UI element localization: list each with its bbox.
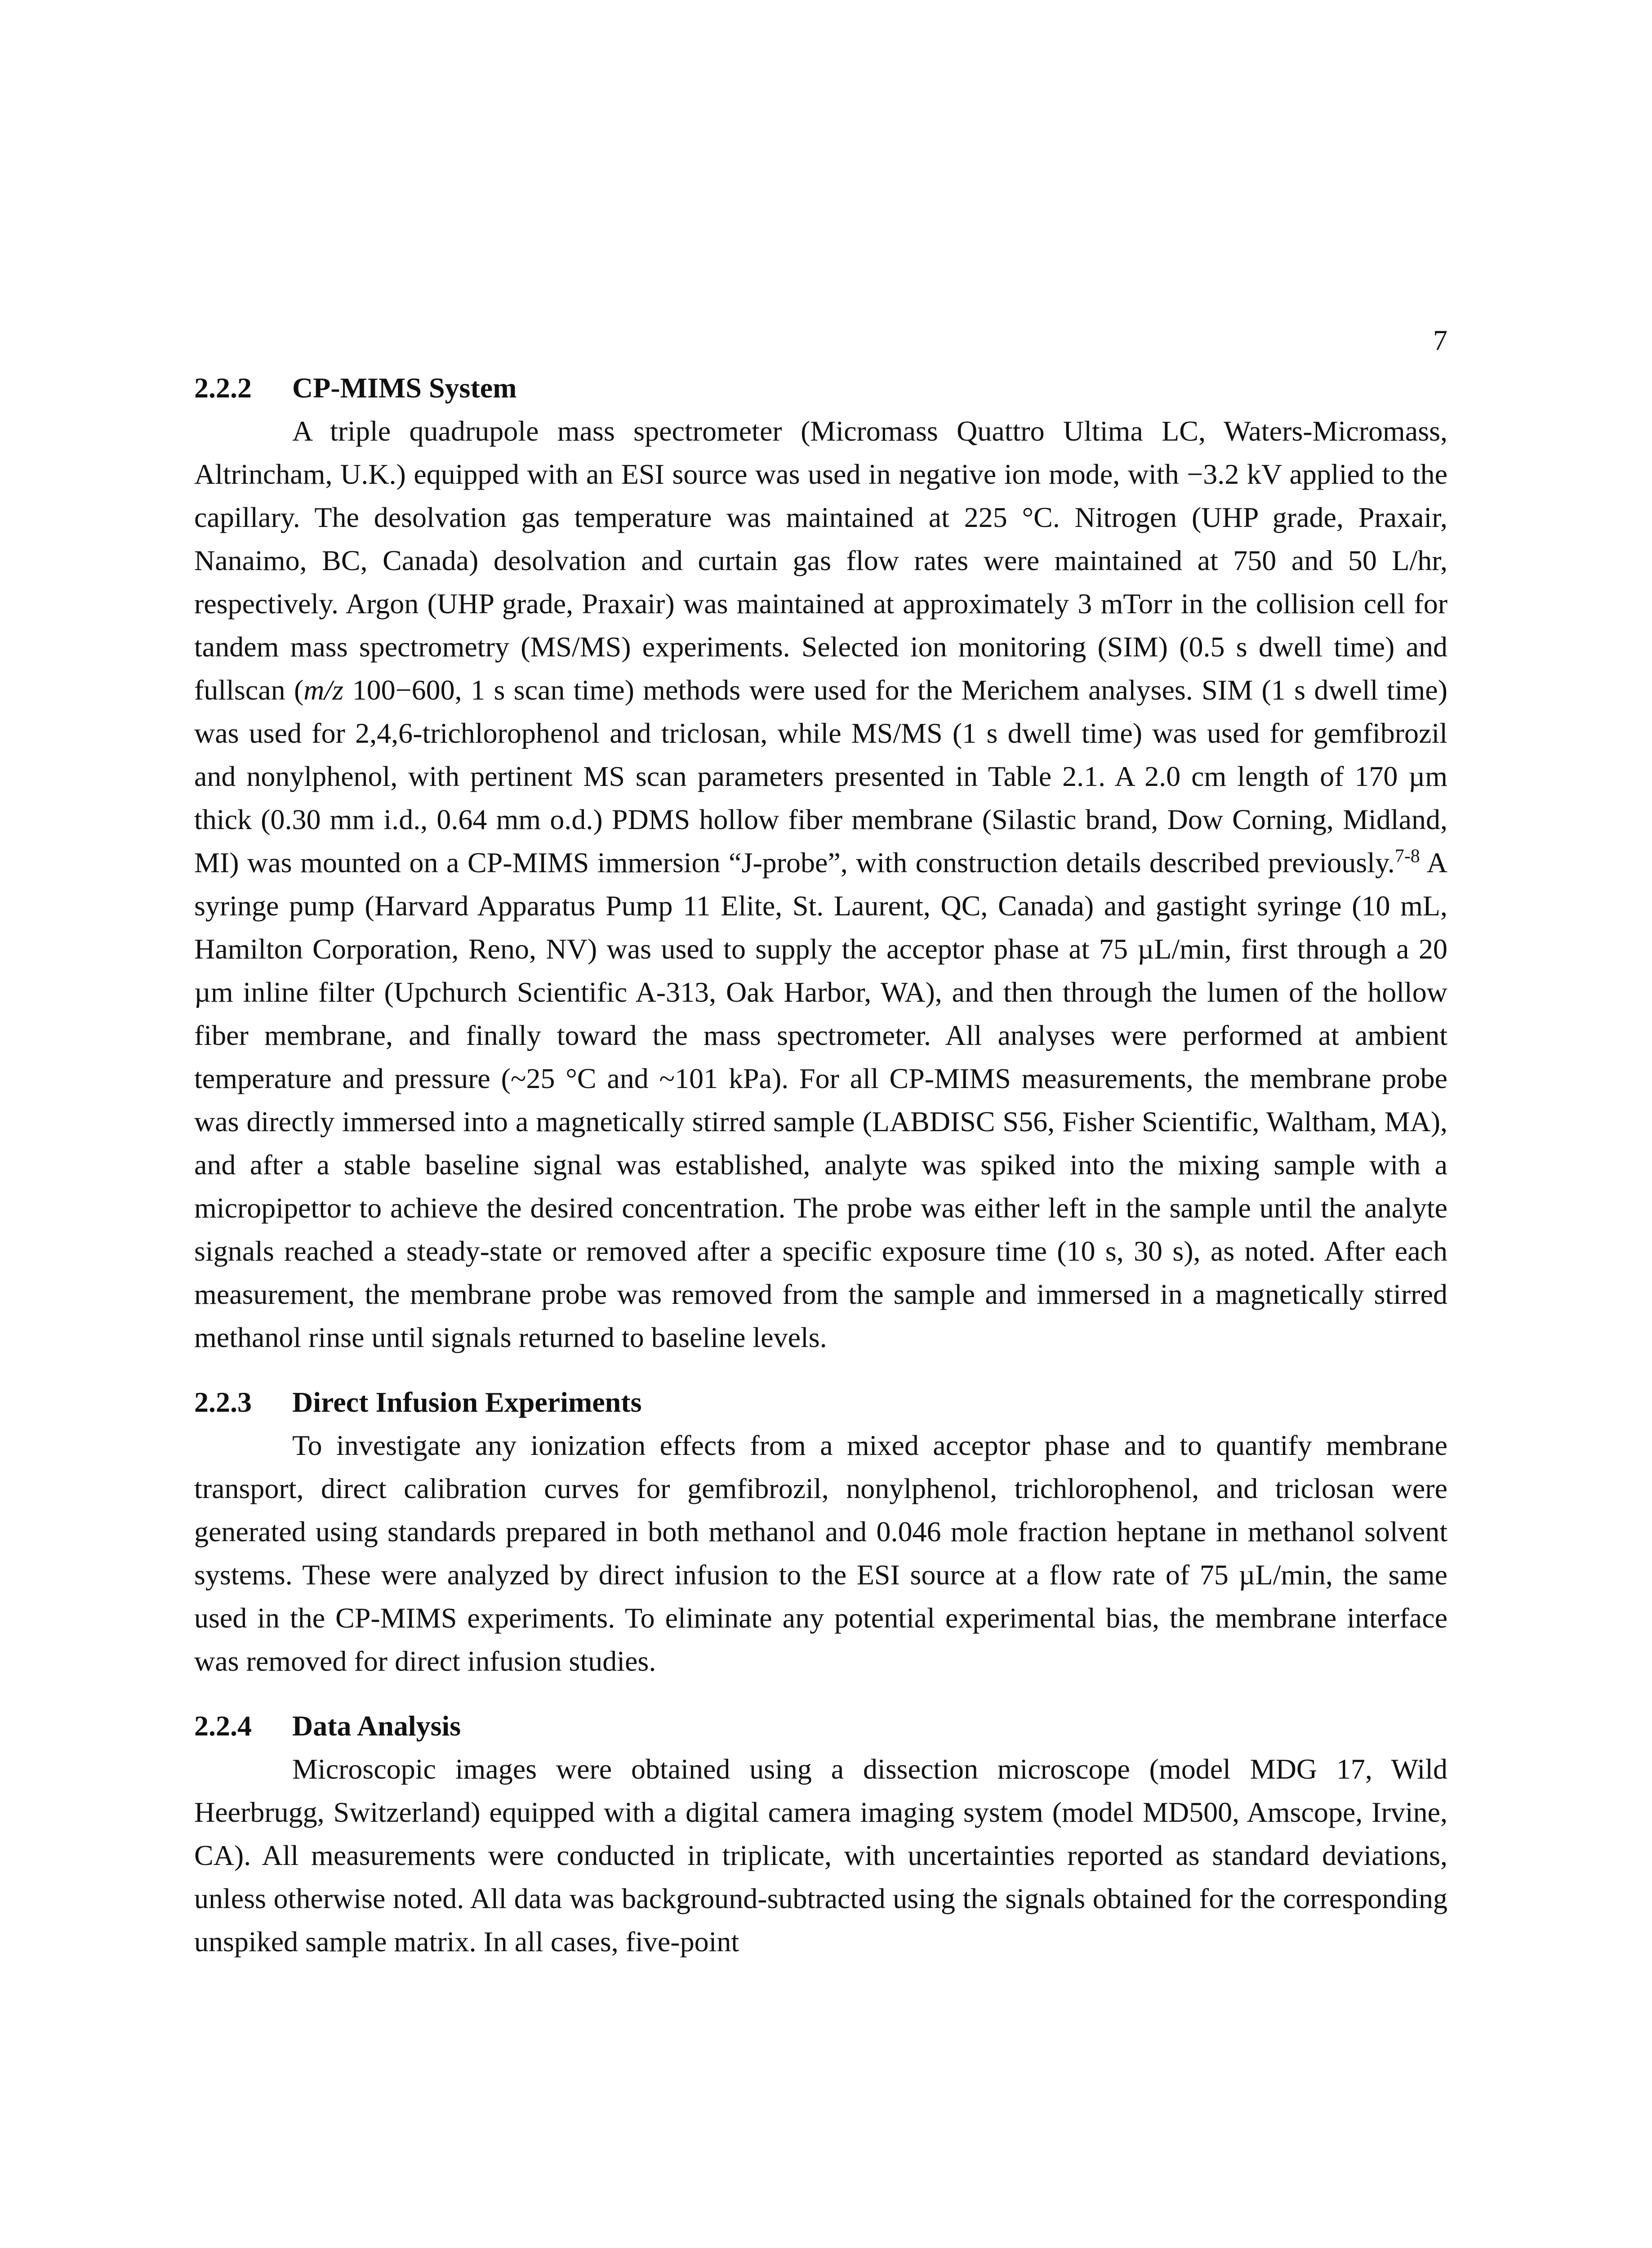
paragraph-text: A triple quadrupole mass spectrometer (Micromass Quattro Ultima LC, Waters-Micromass, Altrincham, U.K.) equipped with an ESI source was used in negative ion mode, with −3.2 kV applied to the capillary. The desolvation gas temperature was maintained at 225 °C. Nitrogen (UHP grade, Praxair, Nanaimo, BC, Canada) desolvation and curtain gas flow rates were maintained at 750 and 50 L/hr, respectively. Argon (UHP grade, Praxair) was maintained at approximately 3 mTorr in the collision cell for tandem mass spectrometry (MS/MS) experiments. Selected ion monitoring (SIM) (0.5 s dwell time) and fullscan ( <box>194 415 1447 706</box>
section-title: Data Analysis <box>292 1710 461 1742</box>
section-title: Direct Infusion Experiments <box>292 1386 642 1418</box>
italic-mz: m/z <box>303 674 344 706</box>
section-number: 2.2.2 <box>194 372 252 404</box>
section-paragraph <box>194 410 1447 1359</box>
section-heading <box>194 1704 1447 1748</box>
section-2-2-3 <box>194 1381 1447 1683</box>
section-heading <box>194 366 1447 410</box>
paragraph-text: A syringe pump (Harvard Apparatus Pump 11 Elite, St. Laurent, QC, Canada) and gastight syringe (10 mL, Hamilton Corporation, Reno, NV) was used to supply the acceptor phase at 75 µL/min, first through a 20 µm inline filter (Upchurch Scientific A-313, Oak Harbor, WA), and then through the lumen of the hollow fiber membrane, and finally toward the mass spectrometer. All analyses were performed at ambient temperature and pressure (~25 °C and ~101 kPa). For all CP-MIMS measurements, the membrane probe was directly immersed into a magnetically stirred sample (LABDISC S56, Fisher Scientific, Waltham, MA), and after a stable baseline signal was established, analyte was spiked into the mixing sample with a micropipettor to achieve the desired concentration. The probe was either left in the sample until the analyte signals reached a steady-state or removed after a specific exposure time (10 s, 30 s), as noted. After each measurement, the membrane probe was removed from the sample and immersed in a magnetically stirred methanol rinse until signals returned to baseline levels. <box>194 847 1448 1353</box>
page-body <box>194 366 1447 1963</box>
section-heading <box>194 1381 1447 1424</box>
citation-superscript: 7-8 <box>1394 846 1420 867</box>
section-2-2-2 <box>194 366 1447 1359</box>
page-number: 7 <box>1433 324 1447 356</box>
section-title: CP-MIMS System <box>292 372 517 404</box>
section-paragraph: To investigate any ionization effects from a mixed acceptor phase and to quantify membrane transport, direct calibration curves for gemfibrozil, nonylphenol, trichlorophenol, and triclosan were generated using standards prepared in both methanol and 0.046 mole fraction heptane in methanol solvent systems. These were analyzed by direct infusion to the ESI source at a flow rate of 75 µL/min, the same used in the CP-MIMS experiments. To eliminate any potential experimental bias, the membrane interface was removed for direct infusion studies. <box>194 1429 1447 1677</box>
section-number: 2.2.3 <box>194 1386 252 1418</box>
paragraph-text: 100−600, 1 s scan time) methods were used for the Merichem analyses. SIM (1 s dwell time) was used for 2,4,6-trichlorophenol and triclosan, while MS/MS (1 s dwell time) was used for gemfibrozil and nonylphenol, with pertinent MS scan parameters presented in Table 2.1. A 2.0 cm length of 170 µm thick (0.30 mm i.d., 0.64 mm o.d.) PDMS hollow fiber membrane (Silastic brand, Dow Corning, Midland, MI) was mounted on a CP-MIMS immersion “J-probe”, with construction details described previously. <box>194 674 1448 879</box>
section-2-2-4 <box>194 1704 1447 1963</box>
section-number: 2.2.4 <box>194 1710 252 1742</box>
section-paragraph: Microscopic images were obtained using a dissection microscope (model MDG 17, Wild Heerbrugg, Switzerland) equipped with a digital camera imaging system (model MD500, Amscope, Irvine, CA). All measurements were conducted in triplicate, with uncertainties reported as standard deviations, unless otherwise noted. All data was background-subtracted using the signals obtained for the corresponding unspiked sample matrix. In all cases, five-point <box>194 1753 1447 1958</box>
